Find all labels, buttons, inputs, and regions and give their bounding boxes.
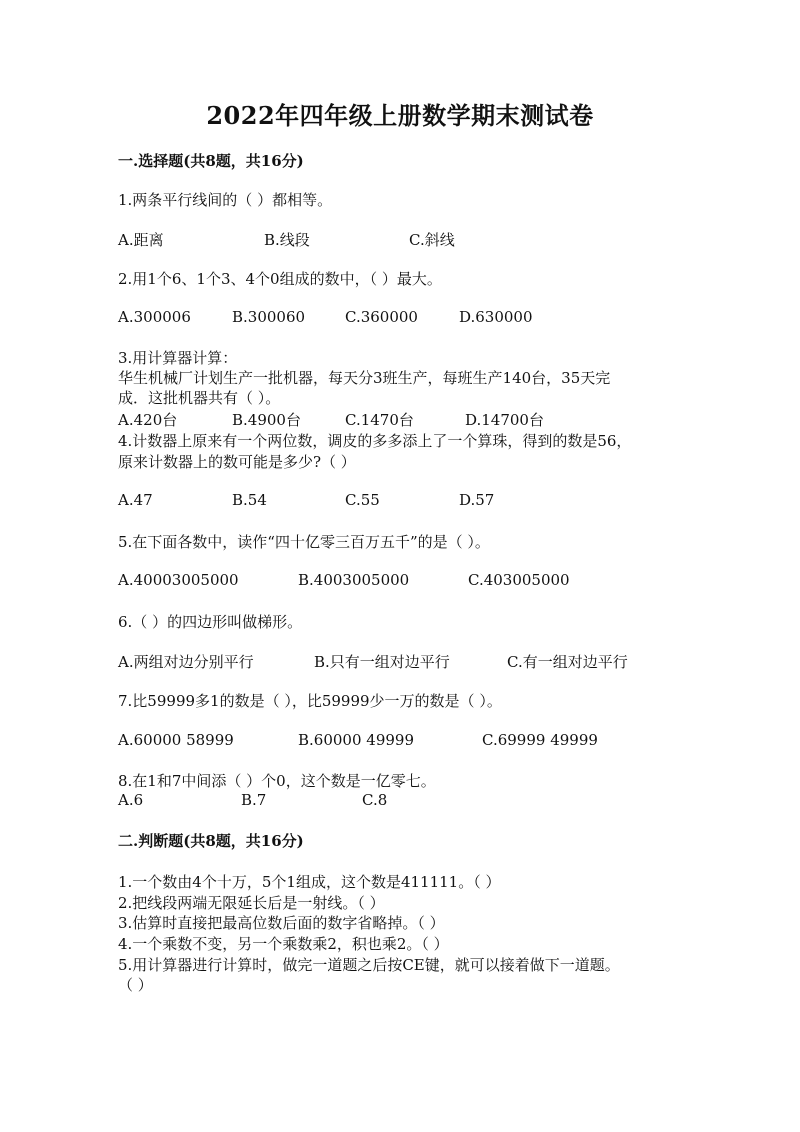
q4-option-c: C.55 — [345, 491, 380, 509]
question-5: 5.在下面各数中，读作“四十亿零三百万五千”的是（ ）。 — [118, 533, 490, 551]
q2-option-c: C.360000 — [345, 308, 418, 326]
q1-option-a: A.距离 — [118, 231, 164, 249]
tf-item-1: 1.一个数由4个十万，5个1组成，这个数是411111。（ ） — [118, 873, 501, 891]
section-heading-choice: 一.选择题(共8题，共16分) — [118, 152, 304, 170]
q7-option-a: A.60000 58999 — [118, 731, 234, 749]
tf-item-5-bracket: （ ） — [118, 976, 153, 994]
question-8: 8.在1和7中间添（ ）个0，这个数是一亿零七。 — [118, 772, 436, 790]
question-3-line-3: 成．这批机器共有（ ）。 — [118, 389, 281, 407]
question-6: 6.（ ）的四边形叫做梯形。 — [118, 613, 303, 631]
q6-option-b: B.只有一组对边平行 — [314, 653, 450, 671]
q6-option-a: A.两组对边分别平行 — [118, 653, 254, 671]
q8-option-a: A.6 — [118, 791, 144, 809]
tf-item-4: 4.一个乘数不变，另一个乘数乘2，积也乘2。（ ） — [118, 935, 449, 953]
tf-item-3: 3.估算时直接把最高位数后面的数字省略掉。（ ） — [118, 914, 445, 932]
question-7: 7.比59999多1的数是（ ），比59999少一万的数是（ ）。 — [118, 692, 502, 710]
tf-item-2: 2.把线段两端无限延长后是一射线。（ ） — [118, 894, 385, 912]
question-3-line-1: 3.用计算器计算： — [118, 349, 238, 367]
question-1: 1.两条平行线间的（ ）都相等。 — [118, 191, 333, 209]
q2-option-d: D.630000 — [459, 308, 533, 326]
q5-option-c: C.403005000 — [468, 571, 570, 589]
q1-option-c: C.斜线 — [409, 231, 455, 249]
exam-title: 2022年四年级上册数学期末测试卷 — [206, 101, 594, 130]
tf-item-5: 5.用计算器进行计算时，做完一道题之后按CE键，就可以接着做下一道题。 — [118, 956, 620, 974]
q5-option-b: B.4003005000 — [298, 571, 410, 589]
q1-option-b: B.线段 — [264, 231, 310, 249]
q3-option-b: B.4900台 — [232, 411, 301, 429]
question-2: 2.用1个6、1个3、4个0组成的数中，（ ）最大。 — [118, 270, 442, 288]
question-4-line-1: 4.计数器上原来有一个两位数，调皮的多多添上了一个算珠，得到的数是56， — [118, 432, 632, 450]
q4-option-b: B.54 — [232, 491, 267, 509]
question-3-line-2: 华生机械厂计划生产一批机器，每天分3班生产，每班生产140台，35天完 — [118, 369, 611, 387]
q2-option-a: A.300006 — [118, 308, 191, 326]
q5-option-a: A.40003005000 — [118, 571, 239, 589]
q4-option-d: D.57 — [459, 491, 495, 509]
q3-option-a: A.420台 — [118, 411, 178, 429]
section-heading-true-false: 二.判断题(共8题，共16分) — [118, 832, 304, 850]
q3-option-d: D.14700台 — [465, 411, 544, 429]
q7-option-b: B.60000 49999 — [298, 731, 414, 749]
q2-option-b: B.300060 — [232, 308, 306, 326]
q8-option-b: B.7 — [241, 791, 267, 809]
question-4-line-2: 原来计数器上的数可能是多少?（ ） — [118, 453, 356, 471]
q6-option-c: C.有一组对边平行 — [507, 653, 628, 671]
q7-option-c: C.69999 49999 — [482, 731, 598, 749]
q3-option-c: C.1470台 — [345, 411, 414, 429]
q8-option-c: C.8 — [362, 791, 388, 809]
q4-option-a: A.47 — [118, 491, 153, 509]
